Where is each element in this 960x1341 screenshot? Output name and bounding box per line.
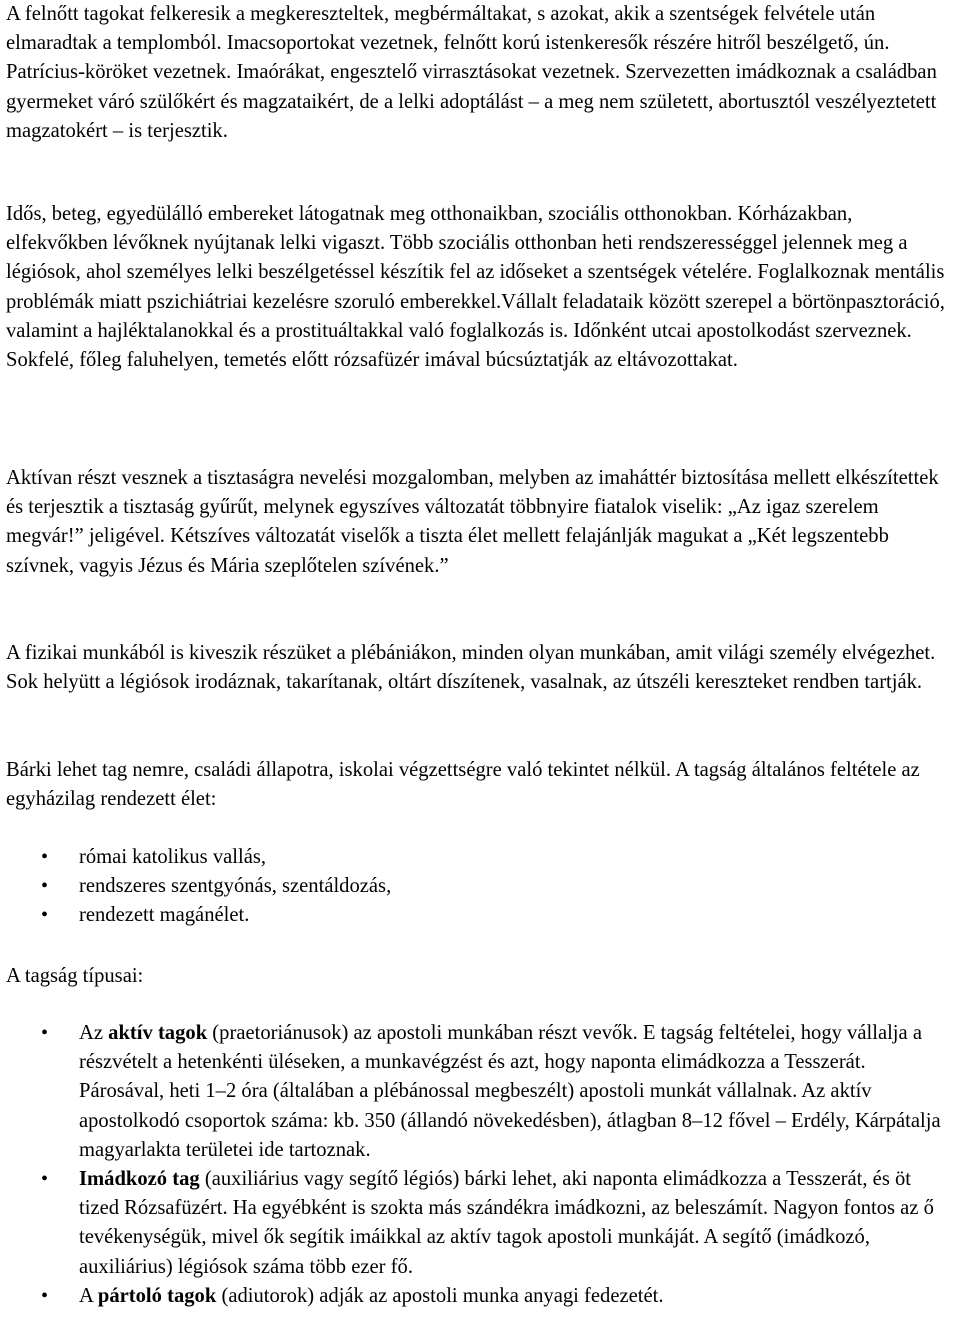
list-item-term: Imádkozó tag <box>79 1168 200 1191</box>
list-item-term: aktív tagok <box>108 1022 208 1044</box>
list-item-text: római katolikus vallás, <box>79 846 267 868</box>
list-item <box>6 1165 956 1282</box>
paragraph-membership-types: A tagság típusai: <box>6 965 144 987</box>
list-item-prefix: A <box>79 1284 98 1307</box>
paragraph-purity-movement: Aktívan részt vesznek a tisztaságra nevelési mozgalomban, melyben az imaháttér biztosítása mellett elkészítettek és terjesztik a tisztaság gyűrűt, melynek egyszíves változatát többnyire fiatalok viselik: „Az igaz szerelem megvár!” jeligével. Kétszíves változatát viselők a tiszta élet mellett felajánlják magukat a „Két legszentebb szívnek, vagyis Jézus és Mária szeplőtelen szívének.” <box>6 467 939 577</box>
list-item-text: rendszeres szentgyónás, szentáldozás, <box>79 875 392 898</box>
list-item-description: (auxiliárius vagy segítő légiós) bárki lehet, aki naponta elimádkozza a Tesszerát, és öt tized Rózsafüzért. Ha egyébként is szokta más szándékra imádkozni, az beleszámít. Nagyon fontos az ő tevékenységük, mivel ők segítik imáikkal az aktív tagok apostoli munkáját. A segítő (imádkozó, auxiliárius) légiósok száma több ezer fő. <box>79 1168 934 1278</box>
list-item-prefix: Az <box>79 1022 109 1044</box>
list-item-text: rendezett magánélet. <box>79 904 250 927</box>
list-item-term: pártoló tagok <box>97 1284 217 1307</box>
bullet-icon: • <box>41 904 49 927</box>
membership-types-list <box>6 1019 956 1311</box>
list-item-description: (adiutorok) adják az apostoli munka anyagi fedezetét. <box>216 1284 664 1307</box>
bullet-icon: • <box>41 1022 49 1044</box>
list-item <box>6 872 956 901</box>
bullet-icon: • <box>41 1168 49 1191</box>
list-item <box>6 901 956 930</box>
bullet-icon: • <box>41 875 49 898</box>
list-item-description: (praetoriánusok) az apostoli munkában részt vevők. E tagság feltételei, hogy vállalja a részvételt a hetenkénti üléseken, a munkavégzést és azt, hogy naponta elimádkozza a Tesszerát. Párosával, heti 1–2 óra (általában a plébánossal megbeszélt) apostoli munkát vállalnak. Az aktív apostolkodó csoportok száma: kb. 350 (állandó növekedésben), átlagban 8–12 fővel – Erdély, Kárpátalja magyarlakta területei ide tartoznak. <box>79 1022 941 1161</box>
paragraph-visiting-elderly: Idős, beteg, egyedülálló embereket látogatnak meg otthonaikban, szociális otthonokban. Kórházakban, elfekvőkben lévőknek nyújtanak lelki vigaszt. Több szociális otthonban heti rendszerességgel jelennek meg a légiósok, ahol személyes lelki beszélgetéssel készítik fel az időseket a szentségek vételére. Foglalkoznak mentális problémák miatt pszichiátriai kezelésre szoruló emberekkel.Vállalt feladataik között szerepel a börtönpasztoráció, valamint a hajléktalanokkal és a prostituáltakkal való foglalkozás is. Időnként utcai apostolkodást szerveznek. Sokfelé, főleg faluhelyen, temetés előtt rózsafüzér imával búcsúztatják az eltávozottakat. <box>6 203 945 372</box>
bullet-icon: • <box>41 1284 49 1307</box>
list-item <box>6 1019 956 1165</box>
bullet-icon: • <box>41 846 49 868</box>
conditions-list <box>6 843 956 931</box>
paragraph-membership-conditions: Bárki lehet tag nemre, családi állapotra, iskolai végzettségre való tekintet nélkül. A tagság általános feltétele az egyházilag rendezett élet: <box>6 759 920 811</box>
list-item <box>6 1282 956 1311</box>
list-item <box>6 843 956 872</box>
paragraph-physical-work: A fizikai munkából is kiveszik részüket a plébániákon, minden olyan munkában, amit világi személy elvégezhet. Sok helyütt a légiósok irodáznak, takarítanak, oltárt díszítenek, vasalnak, az útszéli kereszteket rendben tartják. <box>6 642 936 694</box>
paragraph-adult-members: A felnőtt tagokat felkeresik a megkereszteltek, megbérmáltakat, s azokat, akik a szentségek felvétele után elmaradtak a templomból. Imacsoportokat vezetnek, felnőtt korú istenkeresők részére hitről beszélgető, ún. Patrícius-köröket vezetnek. Imaórákat, engesztelő virrasztásokat vezetnek. Szervezetten imádkoznak a családban gyermeket váró szülőkért és magzataikért, de a lelki adoptálást – a meg nem született, abortusztól veszélyeztetett magzatokért – is terjesztik. <box>6 3 937 142</box>
